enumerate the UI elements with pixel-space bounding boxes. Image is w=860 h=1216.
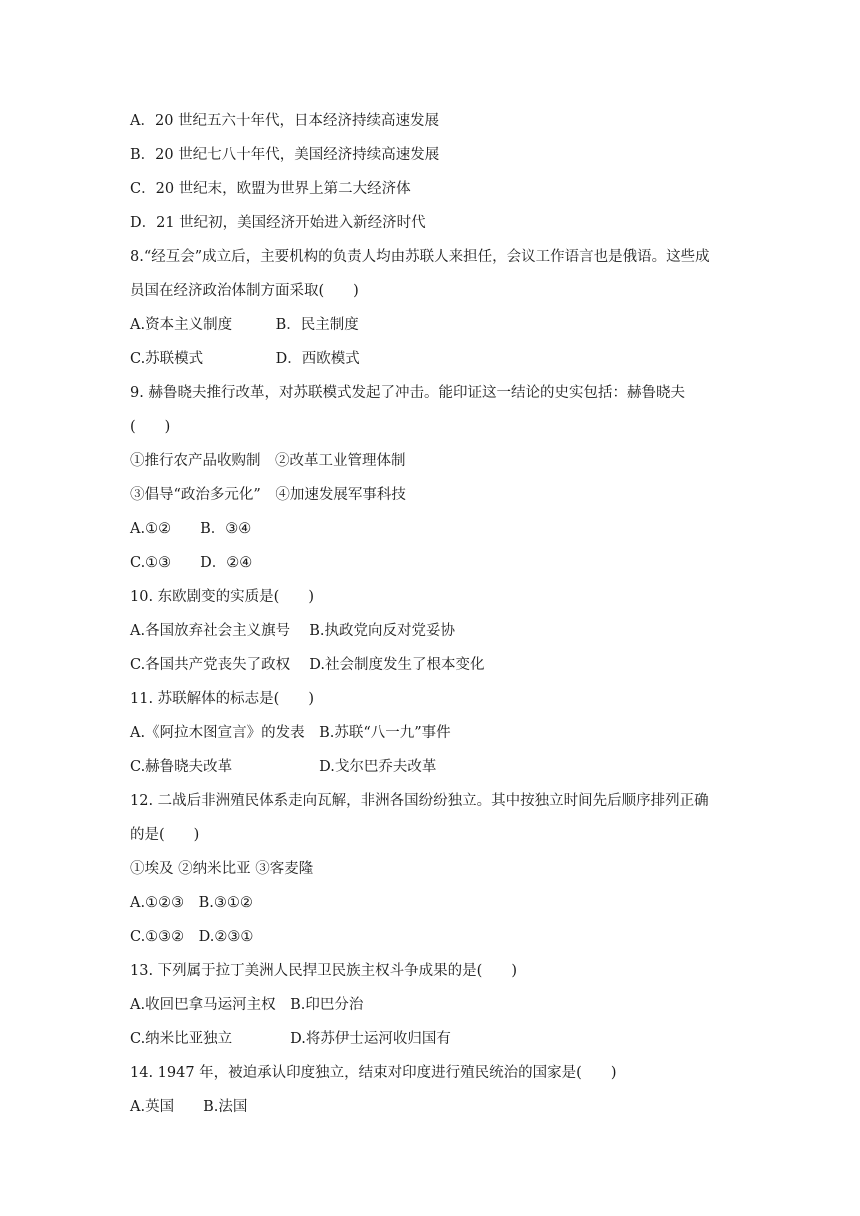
option-line: C.①③② D.②③① [130, 929, 254, 945]
question-13-stem: 13. 下列属于拉丁美洲人民捍卫民族主权斗争成果的是( ) [130, 963, 517, 979]
option-line: A.英国 B.法国 [130, 1099, 248, 1115]
question-12-stem-cont: 的是( ) [130, 827, 200, 843]
question-12-stem: 12. 二战后非洲殖民体系走向瓦解，非洲各国纷纷独立。其中按独立时间先后顺序排列正确 [130, 793, 709, 809]
option-line: C.纳米比亚独立 D.将苏伊士运河收归国有 [130, 1031, 451, 1047]
option-line: A.①② B．③④ [130, 521, 252, 537]
question-14-stem: 14. 1947 年，被迫承认印度独立，结束对印度进行殖民统治的国家是( ) [130, 1065, 617, 1081]
question-11-stem: 11. 苏联解体的标志是( ) [130, 691, 314, 707]
question-8-stem-cont: 员国在经济政治体制方面采取( ) [130, 283, 359, 299]
option-line: A.资本主义制度 B．民主制度 [130, 317, 359, 333]
option-line: C.①③ D．②④ [130, 555, 253, 571]
option-line: C.苏联模式 D．西欧模式 [130, 351, 360, 367]
option-line: C．20 世纪末，欧盟为世界上第二大经济体 [130, 181, 411, 197]
question-10-stem: 10. 东欧剧变的实质是( ) [130, 589, 314, 605]
option-line: A.①②③ B.③①② [130, 895, 253, 911]
question-9-stem: 9. 赫鲁晓夫推行改革，对苏联模式发起了冲击。能印证这一结论的史实包括：赫鲁晓夫 [130, 385, 685, 401]
document-page [130, 104, 750, 1124]
option-line: A.收回巴拿马运河主权 B.印巴分治 [130, 997, 364, 1013]
option-line: C.赫鲁晓夫改革 D.戈尔巴乔夫改革 [130, 759, 437, 775]
statement-line: ③倡导“政治多元化” ④加速发展军事科技 [130, 487, 406, 503]
statement-line: ①埃及 ②纳米比亚 ③客麦隆 [130, 861, 314, 877]
statement-line: ①推行农产品收购制 ②改革工业管理体制 [130, 453, 406, 469]
option-line: C.各国共产党丧失了政权 D.社会制度发生了根本变化 [130, 657, 485, 673]
question-8-stem: 8.“经互会”成立后，主要机构的负责人均由苏联人来担任，会议工作语言也是俄语。这些成 [130, 249, 710, 265]
option-line: A．20 世纪五六十年代，日本经济持续高速发展 [130, 113, 440, 129]
option-line: A.《阿拉木图宣言》的发表 B.苏联“八一九”事件 [130, 725, 451, 741]
option-line: B．20 世纪七八十年代，美国经济持续高速发展 [130, 147, 440, 163]
question-9-stem-cont: ( ) [130, 419, 171, 435]
option-line: A.各国放弃社会主义旗号 B.执政党向反对党妥协 [130, 623, 455, 639]
option-line: D．21 世纪初，美国经济开始进入新经济时代 [130, 215, 426, 231]
